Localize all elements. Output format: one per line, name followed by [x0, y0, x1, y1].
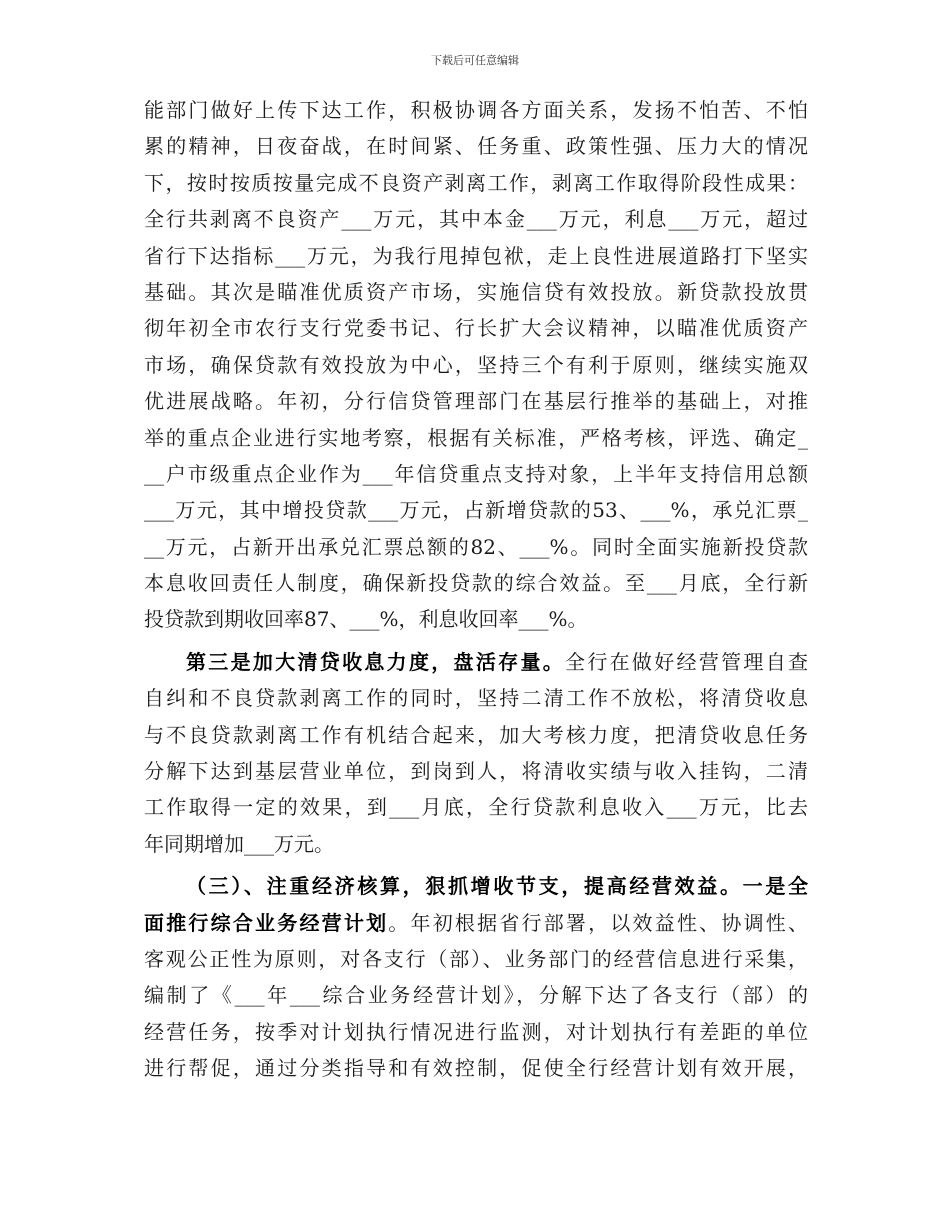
subsection-heading: 面推行综合业务经营计划: [144, 910, 389, 935]
document-body: [144, 92, 808, 1087]
text-line: [144, 868, 808, 904]
text-line: 分解下达到基层营业单位，到岗到人，将清收实绩与收入挂钩，二清: [144, 759, 808, 784]
text-line: 自纠和不良贷款剥离工作的同时，坚持二清工作不放松，将清贷收息: [144, 686, 808, 711]
text-line: 第三是加大清贷收息力度，盘活存量。全行在做好经营管理自查: [186, 649, 808, 674]
text-line: 面推行综合业务经营计划。年初根据省行部署，以效益性、协调性、: [144, 910, 808, 935]
text-line: 全行共剥离不良资产___万元，其中本金___万元，利息___万元，超过: [144, 207, 808, 232]
section-heading: （三）、注重经济核算，狠抓增收节支，提高经营效益。一是全: [186, 874, 808, 899]
text-line: 与不良贷款剥离工作有机结合起来，加大考核力度，把清贷收息任务: [144, 722, 808, 747]
text-line: 市场，确保贷款有效投放为中心，坚持三个有利于原则，继续实施双: [144, 352, 808, 377]
text-line: __户市级重点企业作为___年信贷重点支持对象，上半年支持信用总额: [144, 461, 808, 486]
text-line: 经营任务，按季对计划执行情况进行监测，对计划执行有差距的单位: [144, 1019, 808, 1044]
text-line: 客观公正性为原则，对各支行（部）、业务部门的经营信息进行采集，: [144, 946, 808, 971]
text-line: 编制了《___年___综合业务经营计划》，分解下达了各支行（部）的: [144, 983, 808, 1008]
text-line: ___万元，其中增投贷款___万元，占新增贷款的53、___%，承兑汇票_: [144, 498, 808, 523]
text-line: 工作取得一定的效果，到___月底，全行贷款利息收入___万元，比去: [144, 795, 808, 820]
text-line: 投贷款到期收回率87、___%，利息收回率___%。: [144, 607, 588, 632]
text-line: 基础。其次是瞄准优质资产市场，实施信贷有效投放。新贷款投放贯: [144, 279, 808, 304]
paragraph: [144, 644, 808, 862]
text-line: __万元，占新开出承兑汇票总额的82、___%。同时全面实施新投贷款: [144, 534, 808, 559]
text-line: 能部门做好上传下达工作，积极协调各方面关系，发扬不怕苦、不怕: [144, 98, 808, 122]
text-line: 举的重点企业进行实地考察，根据有关标准，严格考核，评选、确定_: [144, 425, 808, 450]
page-header: 下载后可任意编辑: [431, 54, 519, 67]
text-line: 彻年初全市农行支行党委书记、行长扩大会议精神，以瞄准优质资产: [144, 316, 808, 341]
text-line: 累的精神，日夜奋战，在时间紧、任务重、政策性强、压力大的情况: [144, 134, 808, 159]
paragraph: [144, 92, 808, 638]
text-line: 下，按时按质按量完成不良资产剥离工作，剥离工作取得阶段性成果：: [144, 170, 808, 195]
text-line: 进行帮促，通过分类指导和有效控制，促使全行经营计划有效开展，: [144, 1056, 808, 1081]
section-heading: 第三是加大清贷收息力度，盘活存量。: [186, 649, 566, 674]
text-line: 省行下达指标___万元，为我行甩掉包袱，走上良性进展道路打下坚实: [144, 243, 808, 268]
text-line: 优进展战略。年初，分行信贷管理部门在基层行推举的基础上，对推: [144, 389, 808, 414]
paragraph: [144, 868, 808, 1086]
text-line: 本息收回责任人制度，确保新投贷款的综合效益。至___月底，全行新: [144, 571, 808, 596]
text-line: 年同期增加___万元。: [144, 831, 334, 856]
